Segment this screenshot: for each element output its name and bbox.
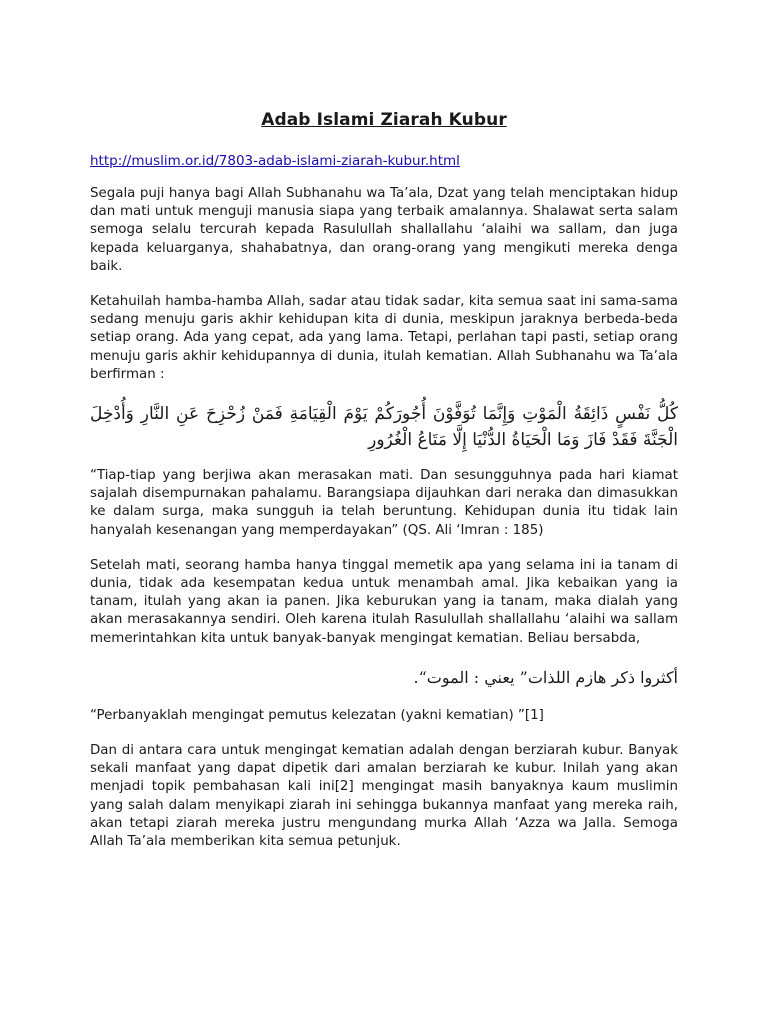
paragraph-intro: Segala puji hanya bagi Allah Subhanahu wa Ta’ala, Dzat yang telah menciptakan hidup dan mati untuk menguji manusia siapa yang terbaik amalannya. Shalawat serta salam semoga selalu tercurah kepada Rasulullah shallallahu ‘alaihi wa sallam, dan juga kepada keluarganya, shahabatnya, dan orang-orang yang mengikuti mereka denga baik.: [90, 186, 678, 274]
verse-translation: “Tiap-tiap yang berjiwa akan merasakan mati. Dan sesungguhnya pada hari kiamat sajalah disempurnakan pahalamu. Barangsiapa dijauhkan dari neraka dan dimasukkan ke dalam surga, maka sungguh ia telah beruntung. Kehidupan dunia itu tidak lain hanyalah kesenangan yang memperdayakan” (QS. Ali ‘Imran : 185): [90, 468, 678, 538]
paragraph-death-reminder: Ketahuilah hamba-hamba Allah, sadar atau tidak sadar, kita semua saat ini sama-sama sedang menuju garis akhir kehidupan kita di dunia, meskipun jaraknya berbeda-beda setiap orang. Ada yang cepat, ada yang lama. Tetapi, perlahan tapi pasti, setiap orang menuju garis akhir kehidupannya di dunia, itulah kematian. Allah Subhanahu wa Ta’ala berfirman :: [90, 294, 678, 382]
hadith-translation: “Perbanyaklah mengingat pemutus kelezatan (yakni kematian) ”[1]: [90, 707, 544, 723]
document-title: Adab Islami Ziarah Kubur: [261, 110, 507, 130]
source-link[interactable]: http://muslim.or.id/7803-adab-islami-ziarah-kubur.html: [90, 153, 460, 169]
paragraph-after-death: Setelah mati, seorang hamba hanya tinggal memetik apa yang selama ini ia tanam di dunia, tidak ada kesempatan kedua untuk menambah amal. Jika kebaikan yang ia tanam, itulah yang akan ia panen. Jika keburukan yang ia tanam, maka dialah yang akan merasakannya sendiri. Oleh karena itulah Rasulullah shallallahu ‘alaihi wa sallam memerintahkan kita untuk banyak-banyak mengingat kematian. Beliau bersabda,: [90, 557, 678, 646]
document-body: [90, 110, 678, 868]
arabic-hadith: أكثروا ذكر هازم اللذات” يعني : الموت“.: [413, 667, 678, 687]
paragraph-ziarah: Dan di antara cara untuk mengingat kematian adalah dengan berziarah kubur. Banyak sekali manfaat yang dapat dipetik dari amalan berziarah ke kubur. Inilah yang akan menjadi topik pembahasan kali ini[2] mengingat masih banyaknya kaum muslimin yang salah dalam menyikapi ziarah ini sehingga bukannya manfaat yang mereka raih, akan tetapi ziarah mereka justru mengundang murka Allah ‘Azza wa Jalla. Semoga Allah Ta’ala memberikan kita semua petunjuk.: [90, 743, 678, 850]
arabic-verse: كُلُّ نَفْسٍ ذَائِقَةُ الْمَوْتِ وَإِنَّمَا تُوَفَّوْنَ أُجُورَكُمْ يَوْمَ الْقِيَامَةِ فَمَنْ زُحْزِحَ عَنِ النَّارِ وَأُدْخِلَ الْجَنَّةَ فَقَدْ فَازَ وَمَا الْحَيَاةُ الدُّنْيَا إِلَّا مَتَاعُ الْغُرُورِ: [90, 404, 678, 451]
